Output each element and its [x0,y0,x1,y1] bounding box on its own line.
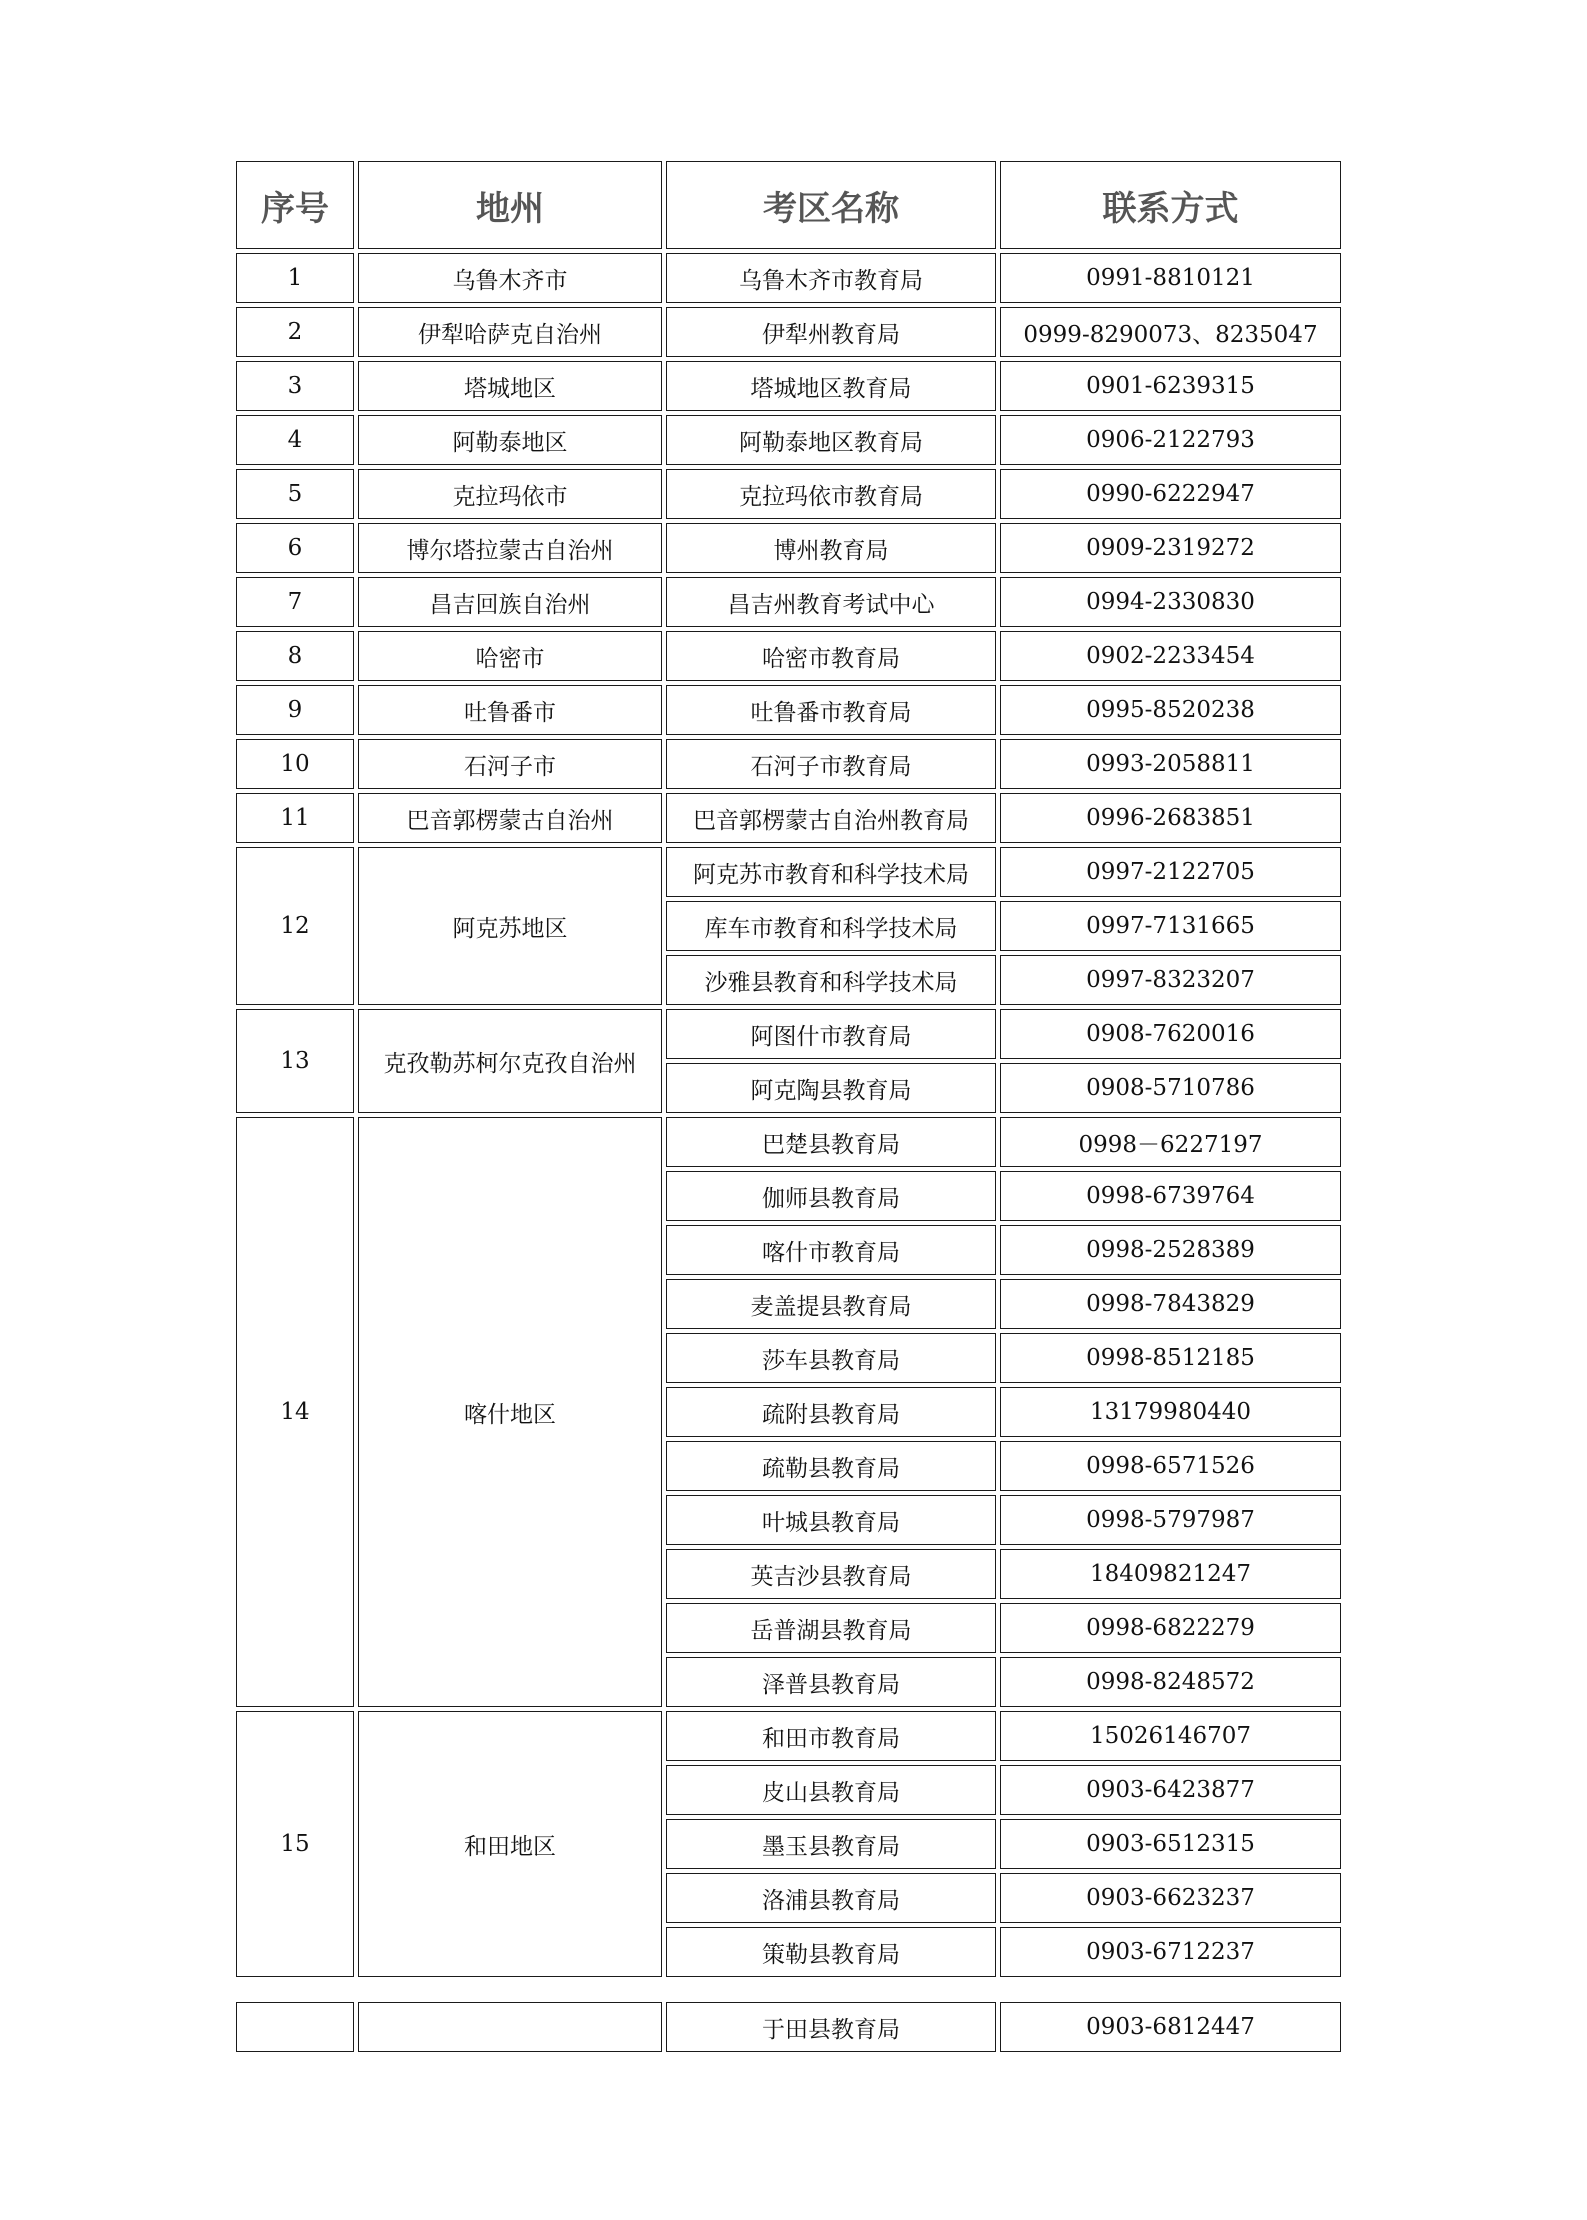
row-contact: 0997-8323207 [1000,955,1341,1005]
row-region: 喀什地区 [358,1117,662,1707]
row-region: 阿克苏地区 [358,847,662,1005]
row-exam-area: 沙雅县教育和科学技术局 [666,955,996,1005]
row-index: 8 [236,631,354,681]
row-exam-area: 巴楚县教育局 [666,1117,996,1167]
row-contact: 13179980440 [1000,1387,1341,1437]
row-exam-area: 伽师县教育局 [666,1171,996,1221]
row-exam-area: 阿图什市教育局 [666,1009,996,1059]
row-exam-area: 叶城县教育局 [666,1495,996,1545]
row-region: 博尔塔拉蒙古自治州 [358,523,662,573]
row-contact: 0903-6712237 [1000,1927,1341,1977]
row-region: 昌吉回族自治州 [358,577,662,627]
row-index: 4 [236,415,354,465]
row-exam-area: 岳普湖县教育局 [666,1603,996,1653]
row-contact: 0990-6222947 [1000,469,1341,519]
header-index: 序号 [236,161,354,249]
row-index: 7 [236,577,354,627]
row-exam-area: 石河子市教育局 [666,739,996,789]
row-contact: 0997-7131665 [1000,901,1341,951]
row-exam-area: 阿克陶县教育局 [666,1063,996,1113]
row-index: 12 [236,847,354,1005]
row-exam-area: 洛浦县教育局 [666,1873,996,1923]
table-row [236,361,1341,411]
row-exam-area: 阿勒泰地区教育局 [666,415,996,465]
row-contact: 0906-2122793 [1000,415,1341,465]
row-index: 13 [236,1009,354,1113]
table-row [236,793,1341,843]
table-body [236,253,1341,1977]
row-contact: 0903-6512315 [1000,1819,1341,1869]
table-row [236,1711,1341,1761]
row-contact: 0903-6812447 [1000,2002,1341,2052]
row-contact: 0998-6739764 [1000,1171,1341,1221]
row-contact: 0996-2683851 [1000,793,1341,843]
row-region: 克孜勒苏柯尔克孜自治州 [358,1009,662,1113]
row-exam-area: 疏勒县教育局 [666,1441,996,1491]
row-region: 塔城地区 [358,361,662,411]
row-index: 15 [236,1711,354,1977]
row-exam-area: 克拉玛依市教育局 [666,469,996,519]
header-contact: 联系方式 [1000,161,1341,249]
table-row [236,523,1341,573]
row-contact: 0998-2528389 [1000,1225,1341,1275]
contact-table-container [236,157,1341,1981]
row-exam-area: 泽普县教育局 [666,1657,996,1707]
row-contact: 0998－6227197 [1000,1117,1341,1167]
row-exam-area: 和田市教育局 [666,1711,996,1761]
row-contact: 0998-6571526 [1000,1441,1341,1491]
row-index [236,2002,354,2052]
table-row [236,415,1341,465]
row-contact: 0999-8290073、8235047 [1000,307,1341,357]
row-region: 克拉玛依市 [358,469,662,519]
row-exam-area: 哈密市教育局 [666,631,996,681]
row-contact: 0908-5710786 [1000,1063,1341,1113]
row-region: 巴音郭楞蒙古自治州 [358,793,662,843]
row-contact: 0909-2319272 [1000,523,1341,573]
table-row [236,307,1341,357]
table-row [236,631,1341,681]
row-exam-area: 疏附县教育局 [666,1387,996,1437]
row-exam-area: 库车市教育和科学技术局 [666,901,996,951]
table-row [236,1117,1341,1167]
row-region: 乌鲁木齐市 [358,253,662,303]
row-contact: 0902-2233454 [1000,631,1341,681]
header-region: 地州 [358,161,662,249]
continuation-table-container [236,1998,1341,2056]
row-exam-area: 博州教育局 [666,523,996,573]
row-exam-area: 麦盖提县教育局 [666,1279,996,1329]
row-index: 10 [236,739,354,789]
row-contact: 0994-2330830 [1000,577,1341,627]
row-index: 3 [236,361,354,411]
row-region [358,2002,662,2052]
row-contact: 0991-8810121 [1000,253,1341,303]
row-index: 2 [236,307,354,357]
row-exam-area: 英吉沙县教育局 [666,1549,996,1599]
row-contact: 0903-6623237 [1000,1873,1341,1923]
row-index: 1 [236,253,354,303]
row-exam-area: 墨玉县教育局 [666,1819,996,1869]
row-region: 伊犁哈萨克自治州 [358,307,662,357]
table-row [236,2002,1341,2052]
row-contact: 0998-8248572 [1000,1657,1341,1707]
table-row [236,577,1341,627]
continuation-table [232,1998,1345,2056]
row-contact: 0998-8512185 [1000,1333,1341,1383]
row-region: 和田地区 [358,1711,662,1977]
row-region: 吐鲁番市 [358,685,662,735]
row-exam-area: 昌吉州教育考试中心 [666,577,996,627]
row-region: 哈密市 [358,631,662,681]
row-exam-area: 巴音郭楞蒙古自治州教育局 [666,793,996,843]
row-contact: 0901-6239315 [1000,361,1341,411]
row-contact: 0998-7843829 [1000,1279,1341,1329]
table-row [236,685,1341,735]
row-contact: 0908-7620016 [1000,1009,1341,1059]
row-exam-area: 皮山县教育局 [666,1765,996,1815]
row-exam-area: 策勒县教育局 [666,1927,996,1977]
row-index: 14 [236,1117,354,1707]
row-index: 11 [236,793,354,843]
row-region: 石河子市 [358,739,662,789]
row-contact: 0993-2058811 [1000,739,1341,789]
row-contact: 0998-5797987 [1000,1495,1341,1545]
row-contact: 0997-2122705 [1000,847,1341,897]
exam-area-contact-table [232,157,1345,1981]
row-contact: 0998-6822279 [1000,1603,1341,1653]
row-exam-area: 于田县教育局 [666,2002,996,2052]
row-exam-area: 莎车县教育局 [666,1333,996,1383]
row-exam-area: 阿克苏市教育和科学技术局 [666,847,996,897]
row-exam-area: 伊犁州教育局 [666,307,996,357]
row-exam-area: 吐鲁番市教育局 [666,685,996,735]
row-exam-area: 乌鲁木齐市教育局 [666,253,996,303]
row-contact: 0995-8520238 [1000,685,1341,735]
row-contact: 18409821247 [1000,1549,1341,1599]
row-exam-area: 喀什市教育局 [666,1225,996,1275]
table-row [236,253,1341,303]
table-header-row [236,161,1341,249]
table-row [236,1009,1341,1059]
table-row [236,847,1341,897]
table-row [236,739,1341,789]
row-contact: 0903-6423877 [1000,1765,1341,1815]
row-index: 6 [236,523,354,573]
header-exam-area: 考区名称 [666,161,996,249]
row-exam-area: 塔城地区教育局 [666,361,996,411]
row-contact: 15026146707 [1000,1711,1341,1761]
table-row [236,469,1341,519]
row-index: 5 [236,469,354,519]
row-index: 9 [236,685,354,735]
row-region: 阿勒泰地区 [358,415,662,465]
